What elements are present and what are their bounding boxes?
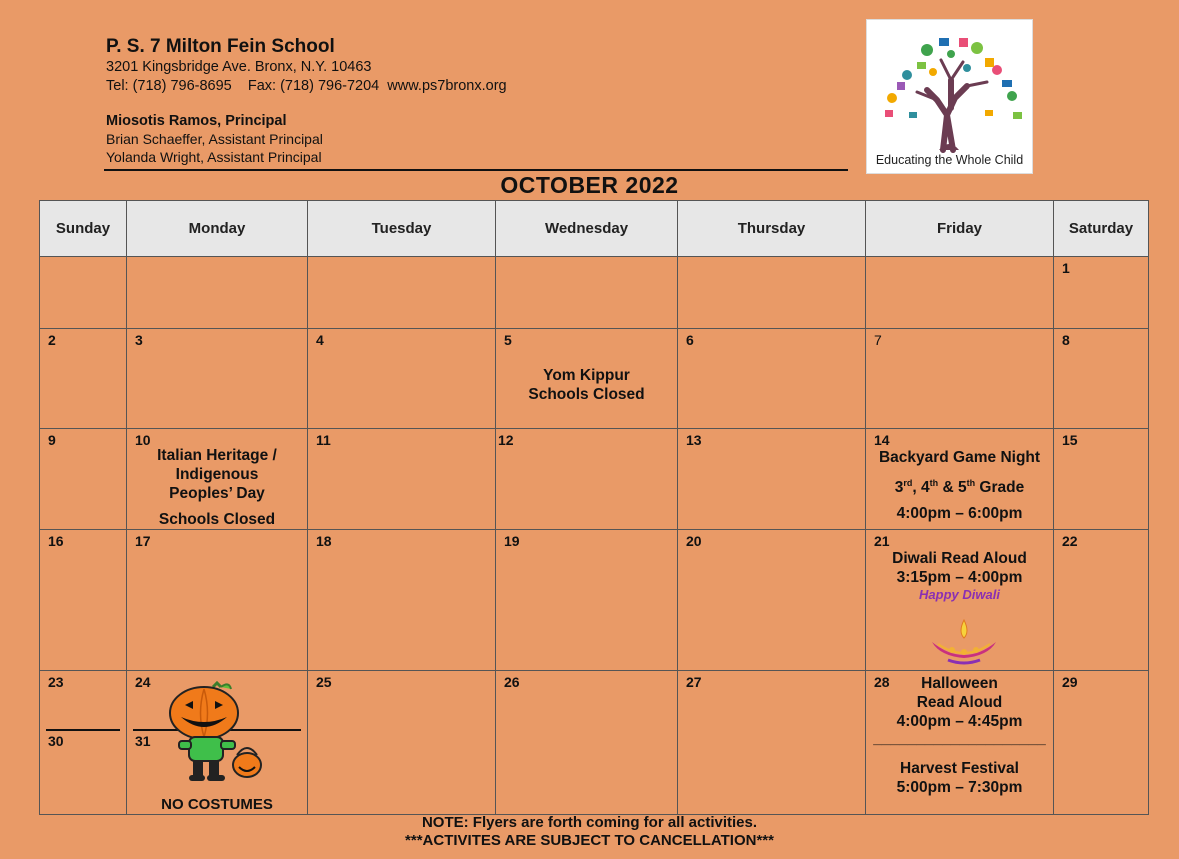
day-number: 21 xyxy=(874,533,890,549)
header-divider xyxy=(104,169,848,171)
day-number: 30 xyxy=(48,733,64,749)
day-cell-16 xyxy=(40,530,127,671)
event-no-costumes: NO COSTUMES xyxy=(161,796,273,813)
day-cell-7 xyxy=(866,329,1054,429)
day-cell-2 xyxy=(40,329,127,429)
tree-of-technology-icon xyxy=(867,20,1034,155)
day-cell-22 xyxy=(1054,530,1149,671)
day-split-divider xyxy=(46,729,120,731)
day-cell-26 xyxy=(496,671,678,815)
weekday-sunday: Sunday xyxy=(40,201,127,257)
day-cell-19 xyxy=(496,530,678,671)
day-number: 1 xyxy=(1062,260,1070,276)
event-title-line: Read Aloud xyxy=(916,694,1003,711)
principal-name: Miosotis Ramos, Principal xyxy=(106,113,287,129)
event-title-line: Italian Heritage / xyxy=(157,447,277,464)
day-cell-empty xyxy=(40,257,127,329)
day-number: 20 xyxy=(686,533,702,549)
day-number: 8 xyxy=(1062,332,1070,348)
day-cell-15 xyxy=(1054,429,1149,530)
day-number: 13 xyxy=(686,432,702,448)
day-cell-21 xyxy=(866,530,1054,671)
day-cell-3 xyxy=(127,329,308,429)
pumpkin-kid-icon xyxy=(167,681,267,793)
day-number: 24 xyxy=(135,674,151,690)
event-time: 5:00pm – 7:30pm xyxy=(896,779,1023,796)
day-cell-20 xyxy=(678,530,866,671)
event-heritage-day xyxy=(127,446,307,529)
event-title-line: Halloween xyxy=(921,675,998,692)
event-halloween-read-aloud xyxy=(866,674,1053,797)
weekday-tuesday: Tuesday xyxy=(308,201,496,257)
logo-caption: Educating the Whole Child xyxy=(875,153,1024,167)
day-cell-29 xyxy=(1054,671,1149,815)
happy-diwali-banner: Happy Diwali xyxy=(919,587,1000,602)
school-logo xyxy=(866,19,1033,174)
day-cell-8 xyxy=(1054,329,1149,429)
day-number: 5 xyxy=(504,332,512,348)
event-title: Backyard Game Night xyxy=(878,449,1041,466)
event-diwali-read-aloud xyxy=(866,549,1053,602)
day-cell-empty xyxy=(127,257,308,329)
day-cell-14 xyxy=(866,429,1054,530)
day-number: 15 xyxy=(1062,432,1078,448)
weekday-friday: Friday xyxy=(866,201,1054,257)
day-number: 28 xyxy=(874,674,890,690)
day-number: 22 xyxy=(1062,533,1078,549)
calendar-footer xyxy=(0,814,1179,850)
weekday-monday: Monday xyxy=(127,201,308,257)
day-cell-1 xyxy=(1054,257,1149,329)
event-grades: 3rd, 4th & 5th Grade xyxy=(894,478,1025,497)
diya-lamp-icon xyxy=(928,618,1000,666)
day-number: 9 xyxy=(48,432,56,448)
day-cell-empty xyxy=(308,257,496,329)
event-status: Schools Closed xyxy=(158,511,276,528)
weekday-wednesday: Wednesday xyxy=(496,201,678,257)
event-time: 4:00pm – 4:45pm xyxy=(896,713,1023,730)
day-cell-12 xyxy=(496,429,678,530)
school-name: P. S. 7 Milton Fein School xyxy=(106,36,335,57)
day-cell-24-31 xyxy=(127,671,308,815)
school-contact: Tel: (718) 796-8695 Fax: (718) 796-7204 www.ps7bronx.org xyxy=(106,78,507,94)
assistant-principal-1: Brian Schaeffer, Assistant Principal xyxy=(106,131,323,147)
day-number: 19 xyxy=(504,533,520,549)
day-number: 4 xyxy=(316,332,324,348)
day-cell-28 xyxy=(866,671,1054,815)
day-number: 16 xyxy=(48,533,64,549)
day-cell-17 xyxy=(127,530,308,671)
event-time: 3:15pm – 4:00pm xyxy=(896,569,1023,586)
weekday-thursday: Thursday xyxy=(678,201,866,257)
day-number: 6 xyxy=(686,332,694,348)
calendar-title: OCTOBER 2022 xyxy=(500,172,679,198)
footer-note: NOTE: Flyers are forth coming for all activities. xyxy=(421,814,758,831)
day-cell-9 xyxy=(40,429,127,530)
day-cell-27 xyxy=(678,671,866,815)
event-status: Schools Closed xyxy=(528,386,645,403)
day-number: 25 xyxy=(316,674,332,690)
event-title: Diwali Read Aloud xyxy=(892,550,1027,567)
day-cell-25 xyxy=(308,671,496,815)
day-number: 26 xyxy=(504,674,520,690)
day-cell-23-30 xyxy=(40,671,127,815)
day-number: 27 xyxy=(686,674,702,690)
event-harvest-festival: Harvest Festival xyxy=(900,760,1019,777)
weekday-saturday: Saturday xyxy=(1054,201,1149,257)
day-number: 17 xyxy=(135,533,151,549)
day-cell-empty xyxy=(866,257,1054,329)
event-divider: ____________________ xyxy=(873,730,1046,747)
day-cell-18 xyxy=(308,530,496,671)
day-number: 29 xyxy=(1062,674,1078,690)
day-number: 23 xyxy=(48,674,64,690)
day-cell-empty xyxy=(678,257,866,329)
day-number: 14 xyxy=(874,432,890,448)
day-number: 31 xyxy=(135,733,151,749)
school-header xyxy=(106,36,848,166)
event-backyard-game-night xyxy=(866,448,1053,523)
day-number: 10 xyxy=(135,432,151,448)
day-number: 12 xyxy=(498,432,514,448)
day-cell-4 xyxy=(308,329,496,429)
event-title-line: Peoples’ Day xyxy=(169,485,265,502)
event-title: Yom Kippur xyxy=(543,367,630,384)
event-time: 4:00pm – 6:00pm xyxy=(896,505,1023,523)
day-cell-10 xyxy=(127,429,308,530)
day-number: 3 xyxy=(135,332,143,348)
calendar-grid xyxy=(39,200,1148,813)
day-number: 11 xyxy=(316,432,331,448)
school-address: 3201 Kingsbridge Ave. Bronx, N.Y. 10463 xyxy=(106,59,372,75)
event-yom-kippur xyxy=(496,366,677,404)
day-number: 7 xyxy=(874,332,882,348)
day-cell-11 xyxy=(308,429,496,530)
day-number: 18 xyxy=(316,533,332,549)
assistant-principal-2: Yolanda Wright, Assistant Principal xyxy=(106,149,322,165)
day-cell-13 xyxy=(678,429,866,530)
day-number: 2 xyxy=(48,332,56,348)
day-cell-6 xyxy=(678,329,866,429)
day-cell-5 xyxy=(496,329,678,429)
footer-warning: ***ACTIVITES ARE SUBJECT TO CANCELLATION*** xyxy=(405,832,774,849)
day-cell-empty xyxy=(496,257,678,329)
event-title-line: Indigenous xyxy=(175,466,259,483)
